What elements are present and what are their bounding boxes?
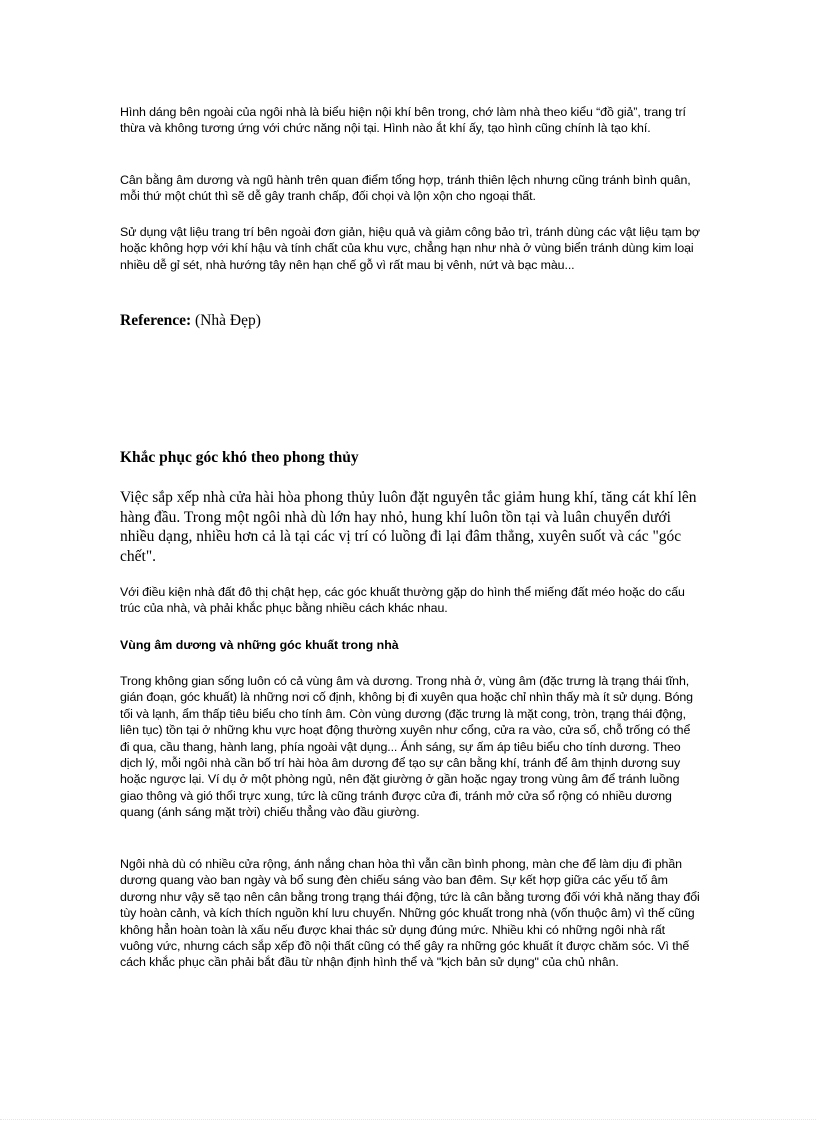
paragraph-yin-yang-balance: Cân bằng âm dương và ngũ hành trên quan điểm tổng hợp, tránh thiên lệch nhưng cũng tránh bình quân, mỗi thứ một chút thì sẽ dễ gây tranh chấp, đối chọi và lộn xộn cho ngoại thất. — [120, 173, 691, 204]
paragraph-urban-land: Với điều kiện nhà đất đô thị chật hẹp, các góc khuất thường gặp do hình thể miếng đất méo hoặc do cấu trúc của nhà, và phải khắc phục bằng nhiều cách khác nhau. — [120, 585, 685, 616]
reference-line — [120, 312, 700, 330]
page-bottom-divider — [0, 1119, 816, 1120]
section-title: Khắc phục góc khó theo phong thủy — [120, 449, 359, 466]
paragraph-corners: Ngôi nhà dù có nhiều cửa rộng, ánh nắng chan hòa thì vẫn cần bình phong, màn che để làm dịu đi phần dương quang vào ban ngày và bổ sung đèn chiếu sáng vào ban đêm. Sự kết hợp giữa các yếu tố âm dương như vậy sẽ tạo nên cân bằng trong trạng thái động, tức là cân bằng tương đối với khả năng thay đổi tùy hoàn cảnh, và kích thích nguồn khí lưu chuyển. Những góc khuất trong nhà (vốn thuộc âm) vì thế cũng không hẳn hoàn toàn là xấu nếu được khai thác sử dụng đúng mức. Nhiều khi có những ngôi nhà rất vuông vức, nhưng cách sắp xếp đồ nội thất cũng có thể gây ra những góc khuất ít được chăm sóc. Vì thế cách khắc phục cần phải bắt đầu từ nhận định hình thể và "kịch bản sử dụng" của chủ nhân. — [120, 857, 700, 970]
reference-label: Reference: — [120, 312, 192, 329]
paragraph-materials: Sử dụng vật liệu trang trí bên ngoài đơn giản, hiệu quả và giảm công bảo trì, tránh dùng các vật liệu tạm bợ hoặc không hợp với khí hậu và tính chất của khu vực, chẳng hạn như nhà ở vùng biển tránh dùng kim loại nhiều dễ gỉ sét, nhà hướng tây nên hạn chế gỗ vì rất mau bị vênh, nứt và bạc màu... — [120, 225, 700, 272]
reference-source: (Nhà Đẹp) — [195, 312, 261, 329]
intro-paragraph: Việc sắp xếp nhà cửa hài hòa phong thủy luôn đặt nguyên tắc giảm hung khí, tăng cát khí lên hàng đầu. Trong một ngôi nhà dù lớn hay nhỏ, hung khí luôn tồn tại và luân chuyển dưới nhiều dạng, nhiều hơn cả là tại các vị trí có luồng đi lại đâm thẳng, xuyên suốt và các "góc chết". — [120, 489, 697, 565]
paragraph-yin-yang-zones: Trong không gian sống luôn có cả vùng âm và dương. Trong nhà ở, vùng âm (đặc trưng là trạng thái tĩnh, gián đoạn, góc khuất) là những nơi cố định, không bị đi xuyên qua hoặc chỉ nhìn thấy mà ít sử dụng. Bóng tối và lạnh, ẩm thấp tiêu biểu cho tính âm. Còn vùng dương (đặc trưng là mặt cong, tròn, trạng thái động, liên tục) tồn tại ở những khu vực hoạt động thường xuyên như cổng, cửa ra vào, cửa sổ, chỗ trống có thể đi qua, cầu thang, hành lang, phía ngoài vật dụng... Ánh sáng, sự ấm áp tiêu biểu cho tính dương. Theo dịch lý, mỗi ngôi nhà cần bố trí hài hòa âm dương để tạo sự cân bằng khí, tránh để âm thịnh dương suy hoặc ngược lại. Ví dụ ở một phòng ngủ, nên đặt giường ở gần hoặc ngay trong vùng âm để tránh luồng giao thông và gió thổi trực xung, tức là cũng tránh được cửa đi, tránh mở cửa sổ rộng có nhiều dương quang (ánh sáng mặt trời) chiếu thẳng vào đầu giường. — [120, 674, 693, 820]
paragraph-exterior-form: Hình dáng bên ngoài của ngôi nhà là biểu hiện nội khí bên trong, chớ làm nhà theo kiểu “đồ giả”, trang trí thừa và không tương ứng với chức năng nội tại. Hình nào ắt khí ấy, tạo hình cũng chính là tạo khí. — [120, 105, 686, 136]
subheading: Vùng âm dương và những góc khuất trong nhà — [120, 638, 399, 652]
